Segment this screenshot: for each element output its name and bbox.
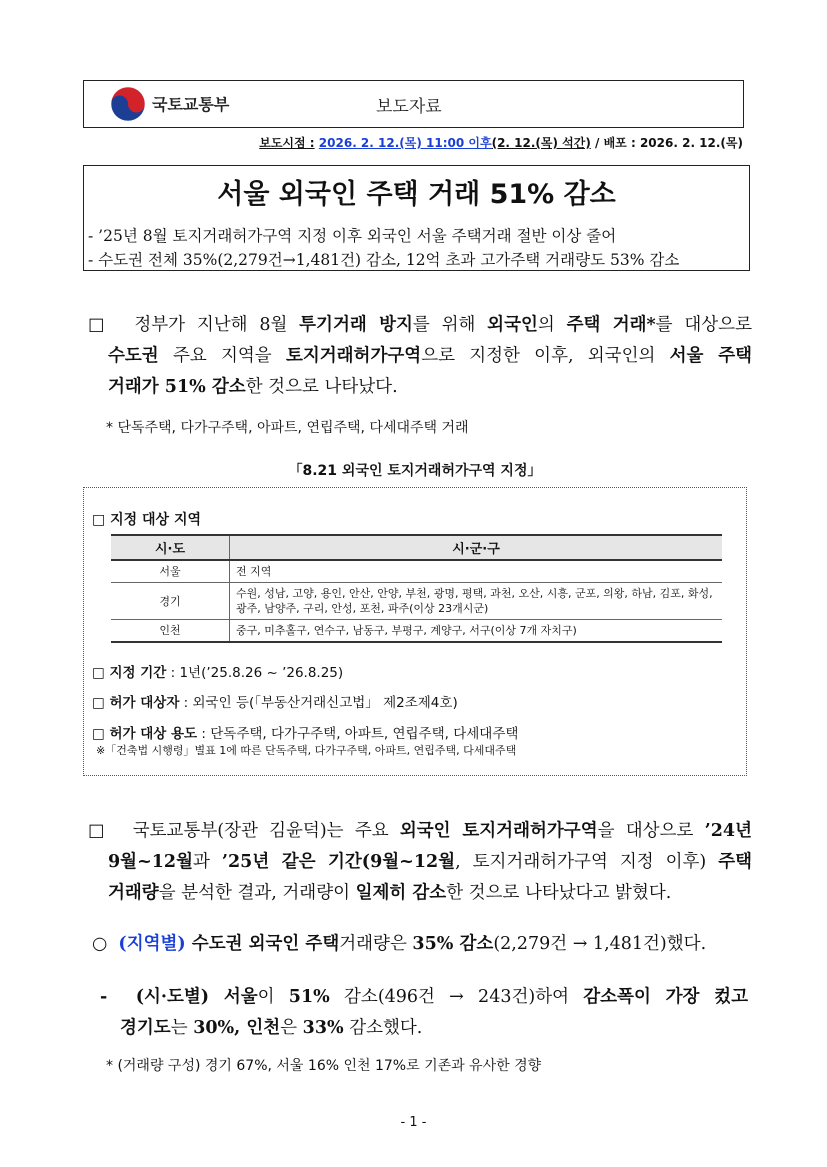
table-row: 인천 중구, 미추홀구, 연수구, 남동구, 부평구, 계양구, 서구(이상 7개 자치구) xyxy=(111,620,722,643)
table-header-row xyxy=(111,535,722,560)
permit-use: □ 허가 대상 용도 : 단독주택, 다가구주택, 아파트, 연립주택, 다세대주택 xyxy=(92,726,519,742)
release-label: 보도시점 : xyxy=(259,136,315,150)
release-edition: (2. 12.(목) 석간) xyxy=(491,136,591,150)
bullet-province: - (시·도별) 서울이 51% 감소(496건 → 243건)하여 감소폭이 가장 컸고 경기도는 30%, 인천은 33% 감소했다. xyxy=(100,987,748,1038)
ministry-name: 국토교통부 xyxy=(152,95,230,114)
paragraph-2: □ 국토교통부(장관 김윤덕)는 주요 외국인 토지거래허가구역을 대상으로 ’24년 9월~12월과 ’25년 같은 기간(9월~12월, 토지거래허가구역 지정 이후) 주택 거래량을 분석한 결과, 거래량이 일제히 감소한 것으로 나타났다고 밝혔다. xyxy=(88,821,752,903)
table-row: 경기 수원, 성남, 고양, 용인, 안산, 안양, 부천, 광명, 평택, 과천, 오산, 시흥, 군포, 의왕, 하남, 김포, 화성, 광주, 남양주, 구리, 안성, 포천, 파주(이상 23개시군) xyxy=(111,583,722,620)
distribution-label: 배포 : xyxy=(603,136,636,150)
designation-period: □ 지정 기간 : 1년(’25.8.26 ~ ’26.8.25) xyxy=(92,665,344,681)
release-separator: / xyxy=(595,136,600,150)
table-title: 「8.21 외국인 토지거래허가구역 지정」 xyxy=(288,463,542,479)
table-row: 서울 전 지역 xyxy=(111,560,722,583)
subtitle-2: - 수도권 전체 35%(2,279건→1,481건) 감소, 12억 초과 고가주택 거래량도 53% 감소 xyxy=(88,251,680,269)
permit-subject: □ 허가 대상자 : 외국인 등(「부동산거래신고법」 제2조제4호) xyxy=(92,695,458,711)
ministry-logo-icon xyxy=(110,86,146,122)
release-date: 2026. 2. 12.(목) 11:00 이후 xyxy=(318,136,492,150)
subtitle-1: - ’25년 8월 토지거래허가구역 지정 이후 외국인 서울 주택거래 절반 이상 줄어 xyxy=(88,227,617,245)
header-province: 시·도 xyxy=(111,535,230,560)
permit-use-note: ※「건축법 시행령」별표 1에 따른 단독주택, 다가구주택, 아파트, 연립주택, 다세대주택 xyxy=(96,744,517,757)
release-info xyxy=(259,134,743,151)
header-district: 시·군·구 xyxy=(230,535,723,560)
page-title: 서울 외국인 주택 거래 51% 감소 xyxy=(217,179,616,210)
distribution-date: 2026. 2. 12.(목) xyxy=(639,136,743,150)
target-area-heading: □ 지정 대상 지역 xyxy=(92,512,201,528)
region-table xyxy=(111,534,722,643)
bullet-regional: ○ (지역별) 수도권 외국인 주택거래량은 35% 감소(2,279건 → 1,481건)했다. xyxy=(92,934,707,954)
document-type: 보도자료 xyxy=(376,97,442,117)
page-number: - 1 - xyxy=(400,1115,427,1130)
footnote-2: * (거래량 구성) 경기 67%, 서울 16% 인천 17%로 기존과 유사한 경향 xyxy=(106,1058,542,1074)
paragraph-1: □ 정부가 지난해 8월 투기거래 방지를 위해 외국인의 주택 거래*를 대상으로 수도권 주요 지역을 토지거래허가구역으로 지정한 이후, 외국인의 서울 주택 거래가 51% 감소한 것으로 나타났다. xyxy=(88,315,753,397)
footnote-1: * 단독주택, 다가구주택, 아파트, 연립주택, 다세대주택 거래 xyxy=(106,420,469,436)
